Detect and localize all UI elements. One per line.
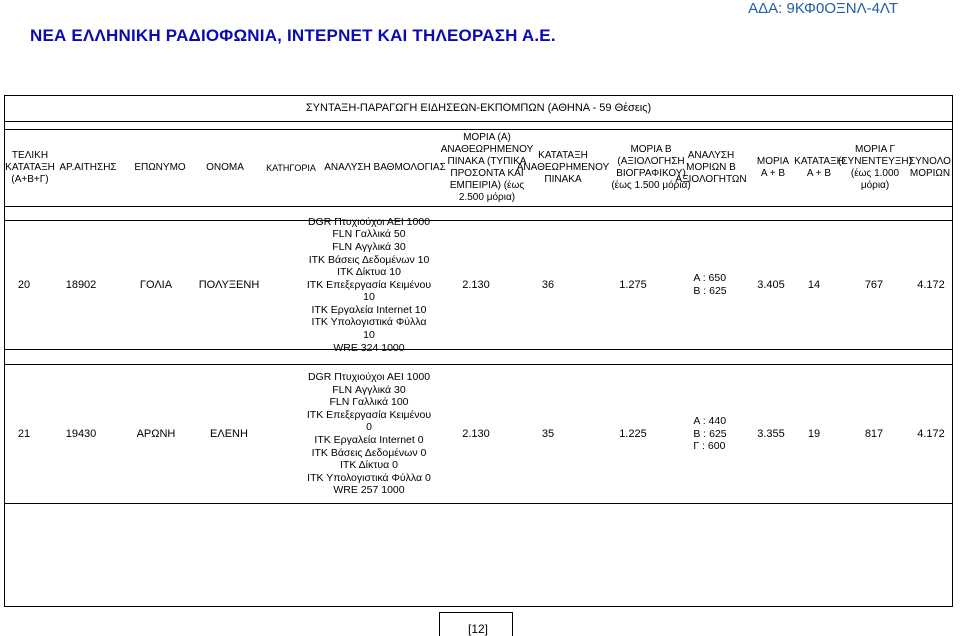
table-row — [5, 364, 952, 504]
cell-moria-b: 1.275 — [619, 278, 647, 291]
table-caption: ΣΥΝΤΑΞΗ-ΠΑΡΑΓΩΓΗ ΕΙΔΗΣΕΩΝ-ΕΚΠΟΜΠΩΝ (ΑΘΗΝΑ - 59 Θέσεις) — [5, 96, 952, 122]
header-category: ΚΑΤΗΓΟΡΙΑ — [266, 163, 316, 173]
cell-rank-ab: 19 — [807, 427, 821, 440]
cell-surname: ΓΟΛΙΑ — [139, 278, 173, 291]
header-revised-rank: ΚΑΤΑΤΑΞΗ ΑΝΑΘΕΩΡΗΜΕΝΟΥ ΠΙΝΑΚΑ — [516, 150, 610, 185]
cell-revised-rank: 35 — [541, 427, 555, 440]
header-moria-ab: ΜΟΡΙΑ Α + Β — [756, 156, 790, 179]
page-number: [12] — [468, 622, 489, 636]
header-moria-b-analysis: ΑΝΑΛΥΣΗ ΜΟΡΙΩΝ Β ΑΞΙΟΛΟΓΗΤΩΝ — [675, 150, 747, 185]
cell-total: 4.172 — [917, 278, 945, 291]
header-moria-a: ΜΟΡΙΑ (Α) ΑΝΑΘΕΩΡΗΜΕΝΟΥ ΠΙΝΑΚΑ (ΤΥΠΙΚΑ ΠΡΟΣΟΝΤΑ ΚΑΙ ΕΜΠΕΙΡΙΑ) (έως 2.500 μόρια) — [440, 132, 534, 203]
document-title: ΝΕΑ ΕΛΛΗΝΙΚΗ ΡΑΔΙΟΦΩΝΙΑ, ΙΝΤΕΡΝΕΤ ΚΑΙ ΤΗΛΕΟΡΑΣΗ Α.Ε. — [30, 26, 556, 45]
cell-score-analysis: DGR Πτυχιούχοι ΑΕΙ 1000 FLN Γαλλικά 50 FLN Αγγλικά 30 ΙΤΚ Βάσεις Δεδομένων 10 ΙΤΚ Δίκτυα 10 ΙΤΚ Επεξεργασία Κειμένου 10 ΙΤΚ Εργαλεία Internet 10 ΙΤΚ Υπολογιστικά Φύλλα 10 WRE 324 1000 — [306, 215, 432, 354]
table-header — [5, 129, 952, 207]
cell-name: ΠΟΛΥΞΕΝΗ — [198, 278, 260, 291]
cell-moria-g: 817 — [864, 427, 884, 440]
cell-moria-a: 2.130 — [462, 278, 490, 291]
cell-moria-g: 767 — [864, 278, 884, 291]
table-row — [5, 215, 952, 354]
header-application-no: ΑΡ.ΑΙΤΗΣΗΣ — [59, 162, 117, 173]
cell-total: 4.172 — [917, 427, 945, 440]
cell-application-no: 19430 — [65, 427, 97, 440]
cell-rank: 20 — [17, 278, 31, 291]
cell-moria-b-analysis: Α : 650 Β : 625 — [693, 272, 727, 297]
cell-moria-a: 2.130 — [462, 427, 490, 440]
header-moria-g: ΜΟΡΙΑ Γ (ΣΥΝΕΝΤΕΥΞΗ) (έως 1.000 μόρια) — [838, 144, 912, 191]
cell-surname: ΑΡΩΝΗ — [136, 427, 176, 440]
cell-moria-b: 1.225 — [619, 427, 647, 440]
header-final-rank: ΤΕΛΙΚΗ ΚΑΤΑΤΑΞΗ (Α+Β+Γ) — [5, 150, 55, 185]
header-total: ΣΥΝΟΛΟ ΜΟΡΙΩΝ — [909, 156, 951, 179]
ada-code: ΑΔΑ: 9ΚΦ0ΟΞΝΛ-4ΛΤ — [748, 0, 898, 17]
cell-revised-rank: 36 — [541, 278, 555, 291]
cell-moria-ab: 3.355 — [757, 427, 785, 440]
header-surname: ΕΠΩΝΥΜΟ — [134, 162, 186, 173]
cell-name: ΕΛΕΝΗ — [210, 427, 248, 440]
cell-rank-ab: 14 — [807, 278, 821, 291]
cell-moria-b-analysis: Α : 440 Β : 625 Γ : 600 — [693, 415, 727, 453]
cell-rank: 21 — [17, 427, 31, 440]
header-rank-ab: ΚΑΤΑΤΑΞΗ Α + Β — [794, 156, 844, 179]
header-name: ΟΝΟΜΑ — [206, 162, 244, 173]
ranking-table — [4, 95, 953, 607]
cell-application-no: 18902 — [65, 278, 97, 291]
header-moria-b: ΜΟΡΙΑ Β (ΑΞΙΟΛΟΓΗΣΗ ΒΙΟΓΡΑΦΙΚΟΥ) (έως 1.500 μόρια) — [611, 144, 691, 191]
header-score-analysis: ΑΝΑΛΥΣΗ ΒΑΘΜΟΛΟΓΙΑΣ — [324, 162, 446, 173]
cell-score-analysis: DGR Πτυχιούχοι ΑΕΙ 1000 FLN Αγγλικά 30 FLN Γαλλικά 100 ΙΤΚ Επεξεργασία Κειμένου 0 ΙΤΚ Εργαλεία Internet 0 ΙΤΚ Βάσεις Δεδομένων 0 ΙΤΚ Δίκτυα 0 ΙΤΚ Υπολογιστικά Φύλλα 0 WRE 257 1000 — [306, 371, 432, 497]
cell-moria-ab: 3.405 — [757, 278, 785, 291]
